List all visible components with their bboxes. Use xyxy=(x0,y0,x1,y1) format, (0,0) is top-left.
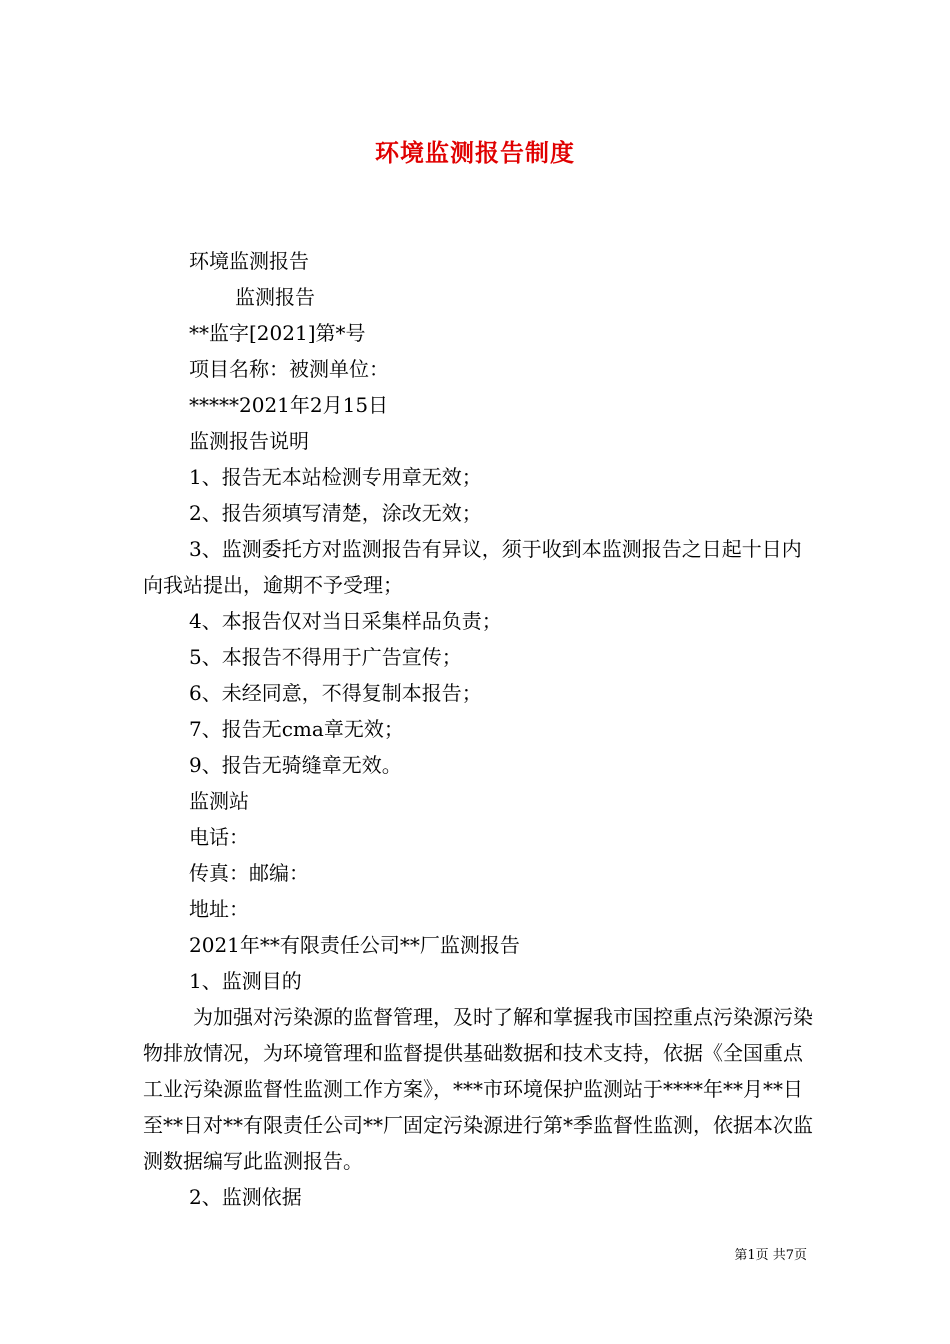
list-item: 2、报告须填写清楚，涂改无效； xyxy=(189,501,482,525)
list-item: 4、本报告仅对当日采集样品负责； xyxy=(189,609,502,633)
section-heading: 2、监测依据 xyxy=(189,1185,302,1209)
document-title: 环境监测报告制度 xyxy=(375,138,575,167)
paragraph: 电话： xyxy=(189,825,249,849)
list-item: 3、监测委托方对监测报告有异议，须于收到本监测报告之日起十日内向我站提出，逾期不予受理； xyxy=(143,537,802,597)
paragraph: 监测报告 xyxy=(235,285,315,309)
paragraph: **监字[2021]第*号 xyxy=(189,321,366,345)
document-body xyxy=(143,243,813,1215)
paragraph: 监测站 xyxy=(189,789,249,813)
paragraph: 监测报告说明 xyxy=(189,429,309,453)
page-number: 第1页 共7页 xyxy=(734,1248,807,1263)
list-item: 6、未经同意，不得复制本报告； xyxy=(189,681,482,705)
list-item: 9、报告无骑缝章无效。 xyxy=(189,753,402,777)
section-heading: 1、监测目的 xyxy=(189,969,302,993)
paragraph: *****2021年2月15日 xyxy=(189,393,389,417)
paragraph: 环境监测报告 xyxy=(189,249,309,273)
paragraph: 地址： xyxy=(189,897,249,921)
paragraph: 项目名称：被测单位： xyxy=(189,357,389,381)
paragraph: 传真：邮编： xyxy=(189,861,309,885)
section-heading: 2021年**有限责任公司**厂监测报告 xyxy=(189,933,520,957)
list-item: 1、报告无本站检测专用章无效； xyxy=(189,465,482,489)
paragraph: 为加强对污染源的监督管理，及时了解和掌握我市国控重点污染源污染物排放情况，为环境管理和监督提供基础数据和技术支持，依据《全国重点工业污染源监督性监测工作方案》，***市环境保护监测站于****年**月**日至**日对**有限责任公司**厂固定污染源进行第*季监督性监测，依据本次监测数据编写此监测报告。 xyxy=(143,1005,813,1173)
list-item: 7、报告无cma章无效； xyxy=(189,717,404,741)
list-item: 5、本报告不得用于广告宣传； xyxy=(189,645,462,669)
